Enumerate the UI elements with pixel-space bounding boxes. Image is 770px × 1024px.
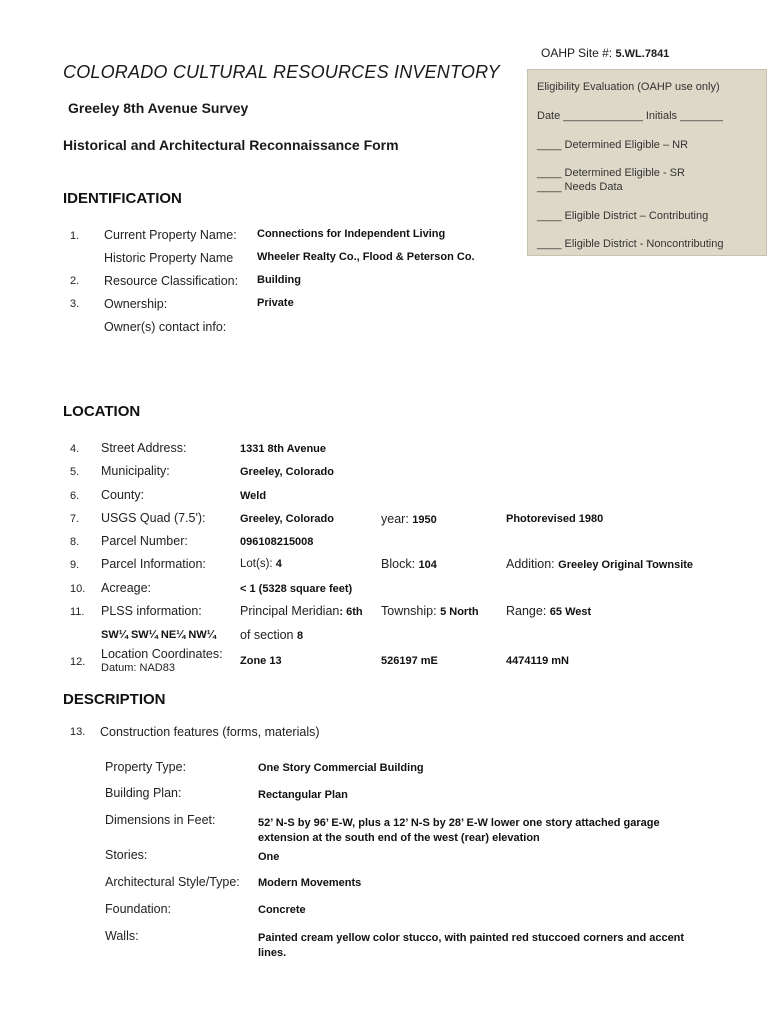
parcel-information-label: Parcel Information: bbox=[101, 557, 206, 571]
plss-quarters: SW¼ SW¼ NE¼ NW¼ bbox=[101, 629, 216, 641]
architectural-style-label: Architectural Style/Type: bbox=[105, 875, 240, 889]
parcel-number-value: 096108215008 bbox=[240, 536, 314, 548]
historic-property-name-label: Historic Property Name bbox=[104, 251, 234, 265]
resource-classification-label: Resource Classification: bbox=[104, 274, 239, 288]
construction-features-label: Construction features (forms, materials) bbox=[100, 725, 320, 739]
principal-meridian bbox=[240, 604, 363, 618]
block-value: 104 bbox=[418, 559, 437, 571]
resource-classification-value: Building bbox=[257, 274, 301, 286]
item-number: 9. bbox=[70, 559, 80, 571]
acreage-value: < 1 (5328 square feet) bbox=[240, 583, 353, 595]
current-property-name-label: Current Property Name: bbox=[104, 228, 237, 242]
section-value: 8 bbox=[297, 630, 304, 642]
stories-value: One bbox=[258, 851, 280, 863]
eligibility-item: ____ Determined Eligible – NR bbox=[537, 139, 689, 151]
property-type-label: Property Type: bbox=[105, 760, 187, 774]
principal-meridian-label: Principal Meridian bbox=[240, 604, 340, 618]
plss-label: PLSS information: bbox=[101, 604, 202, 618]
oahp-site-number bbox=[541, 46, 669, 60]
municipality-label: Municipality: bbox=[101, 464, 170, 478]
item-number: 4. bbox=[70, 443, 80, 455]
architectural-style-value: Modern Movements bbox=[258, 877, 362, 889]
datum-label: Datum: NAD83 bbox=[101, 662, 175, 674]
dimensions-value: 52’ N-S by 96’ E-W, plus a 12’ N-S by 28’ E-W lower one story attached garage extension at the south end of the west (rear) elevation bbox=[258, 817, 660, 844]
item-number: 5. bbox=[70, 466, 80, 478]
identification-heading: IDENTIFICATION bbox=[63, 190, 182, 207]
township-value: 5 North bbox=[440, 606, 479, 618]
form-title: COLORADO CULTURAL RESOURCES INVENTORY bbox=[63, 62, 500, 82]
dimensions-label: Dimensions in Feet: bbox=[105, 813, 216, 827]
current-property-name-value: Connections for Independent Living bbox=[257, 228, 446, 240]
item-number: 7. bbox=[70, 513, 80, 525]
range-label: Range: bbox=[506, 604, 547, 618]
stories-label: Stories: bbox=[105, 848, 148, 862]
eligibility-evaluation-box bbox=[527, 69, 767, 256]
section-label: of section bbox=[240, 628, 294, 642]
location-heading: LOCATION bbox=[63, 403, 141, 420]
item-number: 2. bbox=[70, 275, 80, 287]
lot-value: 4 bbox=[275, 558, 282, 570]
usgs-quad-value: Greeley, Colorado bbox=[240, 513, 334, 525]
block-label: Block: bbox=[381, 557, 416, 571]
eligibility-item: ____ Needs Data bbox=[537, 181, 623, 193]
utm-easting: 526197 mE bbox=[381, 655, 438, 667]
foundation-value: Concrete bbox=[258, 904, 306, 916]
description-heading: DESCRIPTION bbox=[63, 691, 166, 708]
form-name: Historical and Architectural Reconnaissance Form bbox=[63, 137, 399, 153]
addition-label: Addition: bbox=[506, 557, 555, 571]
block bbox=[381, 557, 437, 571]
walls-value: Painted cream yellow color stucco, with painted red stuccoed corners and accent lines. bbox=[258, 932, 685, 959]
item-number: 3. bbox=[70, 298, 80, 310]
acreage-label: Acreage: bbox=[101, 581, 152, 595]
location-coordinates-label: Location Coordinates: bbox=[101, 647, 223, 661]
item-number: 6. bbox=[70, 490, 80, 502]
eligibility-item: ____ Eligible District – Contributing bbox=[537, 210, 709, 222]
survey-subtitle: Greeley 8th Avenue Survey bbox=[68, 100, 249, 116]
range-value: 65 West bbox=[549, 606, 592, 618]
eligibility-date-initials: Date _____________ Initials _______ bbox=[537, 110, 723, 122]
municipality-value: Greeley, Colorado bbox=[240, 466, 334, 478]
county-value: Weld bbox=[240, 490, 267, 502]
addition bbox=[506, 557, 693, 571]
utm-zone: Zone 13 bbox=[240, 655, 282, 667]
county-label: County: bbox=[101, 488, 145, 502]
township-label: Township: bbox=[381, 604, 437, 618]
property-type-value: One Story Commercial Building bbox=[258, 762, 424, 774]
lot bbox=[240, 558, 282, 570]
foundation-label: Foundation: bbox=[105, 902, 172, 916]
lot-label: Lot(s): bbox=[240, 558, 273, 570]
usgs-quad-label: USGS Quad (7.5'): bbox=[101, 511, 206, 525]
item-number: 13. bbox=[70, 726, 86, 738]
utm-northing: 4474119 mN bbox=[506, 655, 569, 667]
item-number: 8. bbox=[70, 536, 80, 548]
township bbox=[381, 604, 479, 618]
item-number: 12. bbox=[70, 656, 86, 668]
eligibility-item: ____ Determined Eligible - SR bbox=[537, 167, 685, 179]
item-number: 10. bbox=[70, 583, 86, 595]
ownership-value: Private bbox=[257, 297, 294, 309]
principal-meridian-value: : 6th bbox=[339, 606, 363, 618]
building-plan-value: Rectangular Plan bbox=[258, 789, 348, 801]
parcel-number-label: Parcel Number: bbox=[101, 534, 188, 548]
historic-property-name-value: Wheeler Realty Co., Flood & Peterson Co. bbox=[257, 251, 475, 263]
eligibility-item: ____ Eligible District - Noncontributing bbox=[537, 238, 724, 250]
site-number-label: OAHP Site #: bbox=[541, 46, 613, 60]
usgs-year bbox=[381, 512, 437, 526]
item-number: 1. bbox=[70, 230, 80, 242]
eligibility-heading: Eligibility Evaluation (OAHP use only) bbox=[537, 81, 720, 93]
site-number-value: 5.WL.7841 bbox=[615, 48, 670, 60]
street-address-label: Street Address: bbox=[101, 441, 187, 455]
range bbox=[506, 604, 591, 618]
plss-section bbox=[240, 628, 303, 642]
usgs-photorevised: Photorevised 1980 bbox=[506, 513, 604, 525]
building-plan-label: Building Plan: bbox=[105, 786, 182, 800]
street-address-value: 1331 8th Avenue bbox=[240, 443, 327, 455]
ownership-label: Ownership: bbox=[104, 297, 168, 311]
walls-label: Walls: bbox=[105, 929, 139, 943]
owner-contact-label: Owner(s) contact info: bbox=[104, 320, 227, 334]
addition-value: Greeley Original Townsite bbox=[558, 559, 694, 571]
item-number: 11. bbox=[70, 606, 85, 618]
usgs-year-label: year: bbox=[381, 512, 409, 526]
usgs-year-value: 1950 bbox=[412, 514, 437, 526]
